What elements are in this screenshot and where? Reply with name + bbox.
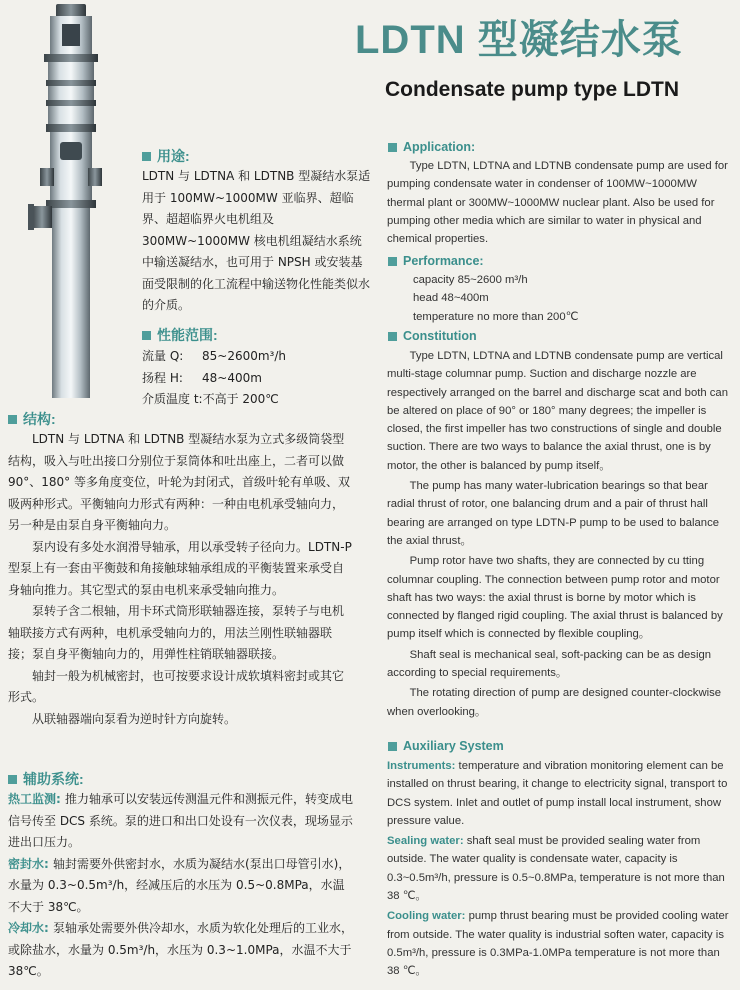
en-perf-row: temperature no more than 200℃ xyxy=(413,310,579,323)
cn-structure-heading: 结构: xyxy=(8,409,56,429)
en-aux-text xyxy=(387,757,732,981)
en-constitution-paragraph: Pump rotor have two shafts, they are connected by cu tting columnar coupling. The connection between pump rotor and motor shaft has two ways: the axial thrust is borne by motor which is connected by flanged rigid coupling. The axial thrust is balanced by pump itself which is connected by flexible coupling。 xyxy=(387,555,723,641)
cn-structure-paragraph: 轴封一般为机械密封，也可按要求设计成软填料密封或其它形式。 xyxy=(8,668,345,704)
en-aux-item: Sealing water: shaft seal must be provided sealing water from outside. The water quality is condensate water, capacity is 0.3~0.5m³/h, pressure is 0.5~0.8MPa, temperature is not more than 38 ℃。 xyxy=(387,835,725,903)
cn-structure-paragraph: 泵转子含二根轴，用卡环式筒形联轴器连接，泵转子与电机轴联接方式有两种，电机承受轴向力的，用法兰刚性联轴器联接；泵自身平衡轴向力的，用弹性柱销联轴器联接。 xyxy=(8,604,345,661)
bullet-square-icon xyxy=(388,332,397,341)
cn-aux-heading: 辅助系统: xyxy=(8,769,84,789)
cn-perf-row: 介质温度 t:不高于 200℃ xyxy=(142,392,279,406)
en-perf-row: head 48~400m xyxy=(413,292,489,305)
cn-performance-list xyxy=(142,346,362,411)
title-en: Condensate pump type LDTN xyxy=(385,78,680,101)
en-application-text: Type LDTN, LDTNA and LDTNB condensate pump are used for pumping condensate water in condenser of 100MW~1000MW thermal plant or 300MW~1000MW nuclear plant. Also be used for pumping other media which are similar to water in physical and chemical properties. xyxy=(387,160,728,246)
bullet-square-icon xyxy=(8,415,17,424)
en-perf-row: capacity 85~2600 m³/h xyxy=(413,274,528,286)
cn-perf-row: 扬程 H: 48~400m xyxy=(142,370,262,385)
cn-aux-item: 热工监测: 推力轴承可以安装远传测温元件和测振元件，转变成电信号传至 DCS 系统。泵的进口和出口处设有一次仪表，现场显示进出口压力。 xyxy=(8,792,354,849)
bullet-square-icon xyxy=(142,152,151,161)
bullet-square-icon xyxy=(8,775,17,784)
en-constitution-text xyxy=(387,347,732,721)
bullet-square-icon xyxy=(388,742,397,751)
cn-perf-row: 流量 Q: 85~2600m³/h xyxy=(142,349,287,363)
cn-structure-paragraph: 从联轴器端向泵看为逆时针方向旋转。 xyxy=(32,711,237,726)
en-performance-list xyxy=(413,271,713,326)
bullet-square-icon xyxy=(388,143,397,152)
en-constitution-paragraph: The pump has many water-lubrication bearings so that bear radial thrust of rotor, one balancing drum and a pair of thrust hall bearing are arranged on type LDTN-P pump to be used to balance the axial thrust。 xyxy=(387,480,720,547)
en-constitution-paragraph: The rotating direction of pump are designed counter-clockwise when overlooking。 xyxy=(387,687,722,718)
en-aux-heading: Auxiliary System xyxy=(388,739,504,753)
cn-aux-item: 密封水: 轴封需要外供密封水，水质为凝结水(泵出口母管引水)，水量为 0.3~0.5m³/h，经减压后的水压为 0.5~0.8MPa，水温不大于 38℃。 xyxy=(8,856,351,914)
pump-illustration xyxy=(22,0,122,400)
en-constitution-paragraph: Shaft seal is mechanical seal, soft-packing can be as design according to special requirements。 xyxy=(387,648,712,680)
en-aux-item: Instruments: temperature and vibration monitoring element can be installed on thrust bearing, it change to electricity signal, transport to DCS system. Inlet and outlet of pump install local instrument, show pressure value. xyxy=(387,760,728,827)
en-performance-heading: Performance: xyxy=(388,254,484,268)
bullet-square-icon xyxy=(142,331,151,340)
cn-structure-paragraph: LDTN 与 LDTNA 和 LDTNB 型凝结水泵为立式多级筒袋型结构，吸入与吐出接口分别位于泵筒体和吐出座上，二者可以做 90°、180° 等多角度变位，叶轮为封闭式，首级叶轮有单吸、双吸两种形式。平衡轴向力形式有两种：一种由电机承受轴向力，另一种是由泵自身平衡轴向力。 xyxy=(8,432,350,532)
cn-aux-item: 冷却水: 泵轴承处需要外供冷却水，水质为软化处理后的工业水，或除盐水，水量为 0.5m³/h，水压为 0.3~1.0MPa，水温不大于 38℃。 xyxy=(8,921,354,978)
en-constitution-heading: Constitution xyxy=(388,329,477,343)
cn-performance-heading: 性能范围: xyxy=(142,325,218,345)
bullet-square-icon xyxy=(388,257,397,266)
cn-usage-text: LDTN 与 LDTNA 和 LDTNB 型凝结水泵适用于 100MW~1000MW 亚临界、超临界、超超临界火电机组及 300MW~1000MW 核电机组凝结水系统中输送凝结水，也可用于 NPSH 或安装基面受限制的化工流程中输送物化性能类似水的介质。 xyxy=(142,169,371,312)
cn-structure-paragraph: 泵内设有多处水润滑导轴承，用以承受转子径向力。LDTN-P 型泵上有一套由平衡鼓和角接触球轴承组成的平衡装置来承受自身轴向推力。其它型式的泵由电机来承受轴向推力。 xyxy=(8,539,352,597)
cn-usage-heading: 用途: xyxy=(142,146,190,166)
en-application-heading: Application: xyxy=(388,140,475,154)
en-aux-item: Cooling water: pump thrust bearing must be provided cooling water from outside. The water quality is industrial soften water, capacity is 0.5m³/h, pressure is 0.3MPa-1.0MPa temperature is not more than 38 ℃。 xyxy=(387,910,729,978)
en-constitution-paragraph: Type LDTN, LDTNA and LDTNB condensate pump are vertical multi-stage columnar pump. Suction and discharge nozzle are respectively arranged on the barrel and discharge scat and both can be altered on place of 90° or 180° many degrees; the impeller is closed, the first impeller has two constructions of single and double suction. There are two ways to balance the axial thrust, one is by motor, the other is balanced by pump itself。 xyxy=(387,350,729,472)
cn-aux-text xyxy=(8,789,353,983)
title-cn: LDTN 型凝结水泵 xyxy=(355,18,683,62)
cn-structure-text xyxy=(8,429,353,730)
